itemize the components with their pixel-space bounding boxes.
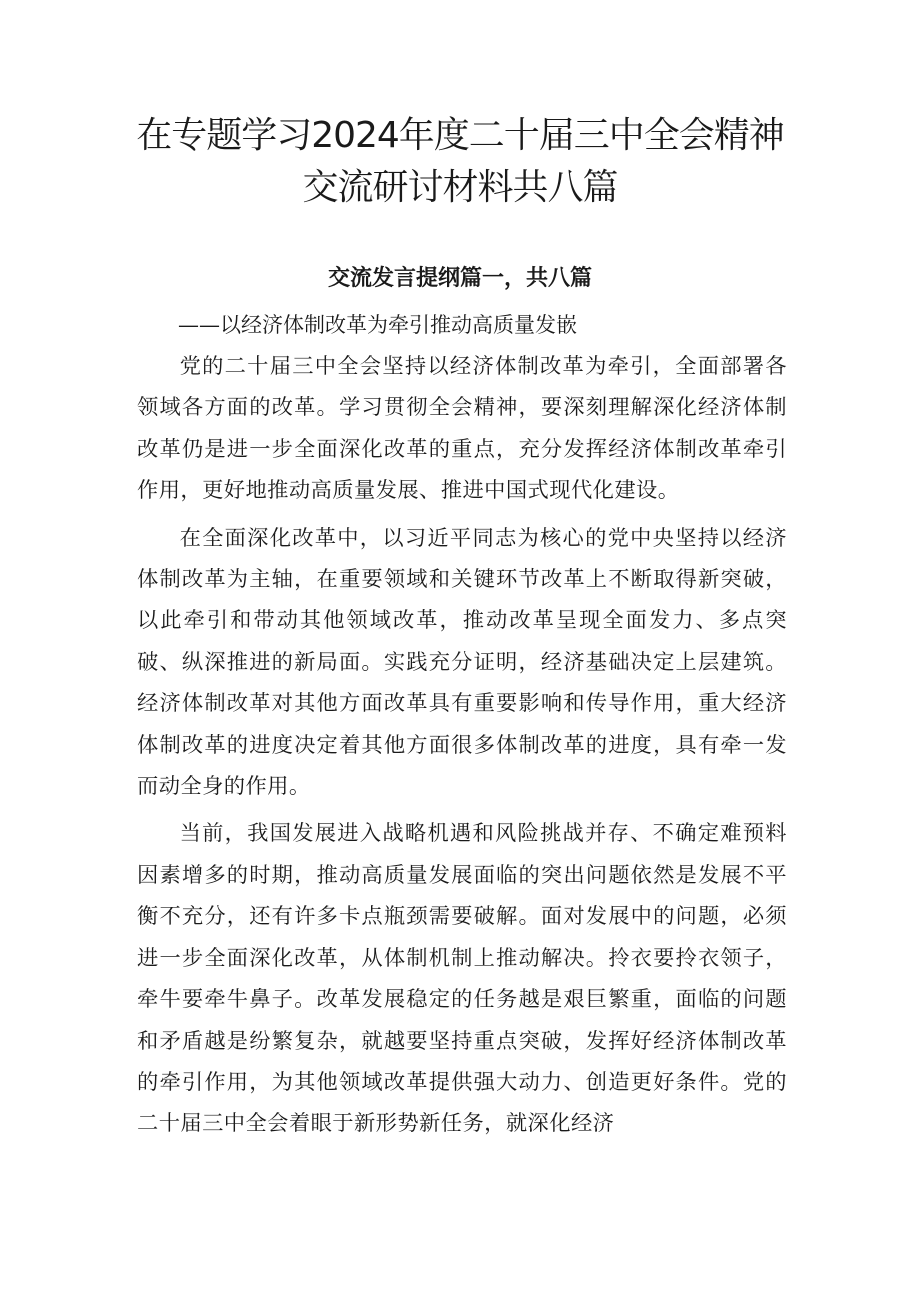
paragraph-2: 在全面深化改革中，以习近平同志为核心的党中央坚持以经济体制改革为主轴，在重要领域和关键环节改革上不断取得新突破，以此牵引和带动其他领域改革，推动改革呈现全面发力、多点突破、纵深推进的新局面。实践充分证明，经济基础决定上层建筑。经济体制改革对其他方面改革具有重要影响和传导作用，重大经济体制改革的进度决定着其他方面很多体制改革的进度，具有牵一发而动全身的作用。 [137, 525, 787, 800]
paragraph-1: 党的二十届三中全会坚持以经济体制改革为牵引，全面部署各领域各方面的改革。学习贯彻全会精神，要深刻理解深化经济体制改革仍是进一步全面深化改革的重点，充分发挥经济体制改革牵引作用，更好地推动高质量发展、推进中国式现代化建设。 [137, 354, 787, 504]
section-subtitle: ——以经济体制改革为牵引推动高质量发嵌 [178, 313, 577, 337]
document-title-line-1: 在专题学习2024年度二十届三中全会精神 [136, 115, 784, 156]
document-title-line-2: 交流研讨材料共八篇 [302, 167, 618, 208]
paragraph-3: 当前，我国发展进入战略机遇和风险挑战并存、不确定难预料因素增多的时期，推动高质量发展面临的突出问题依然是发展不平衡不充分，还有许多卡点瓶颈需要破解。面对发展中的问题，必须进一步全面深化改革，从体制机制上推动解决。拎衣要拎衣领子，牵牛要牵牛鼻子。改革发展稳定的任务越是艰巨繁重，面临的问题和矛盾越是纷繁复杂，就越要坚持重点突破，发挥好经济体制改革的牵引作用，为其他领域改革提供强大动力、创造更好条件。党的二十届三中全会着眼于新形势新任务，就深化经济 [137, 821, 787, 1137]
section-heading: 交流发言提纲篇一，共八篇 [327, 266, 592, 291]
document-body [137, 346, 787, 1151]
